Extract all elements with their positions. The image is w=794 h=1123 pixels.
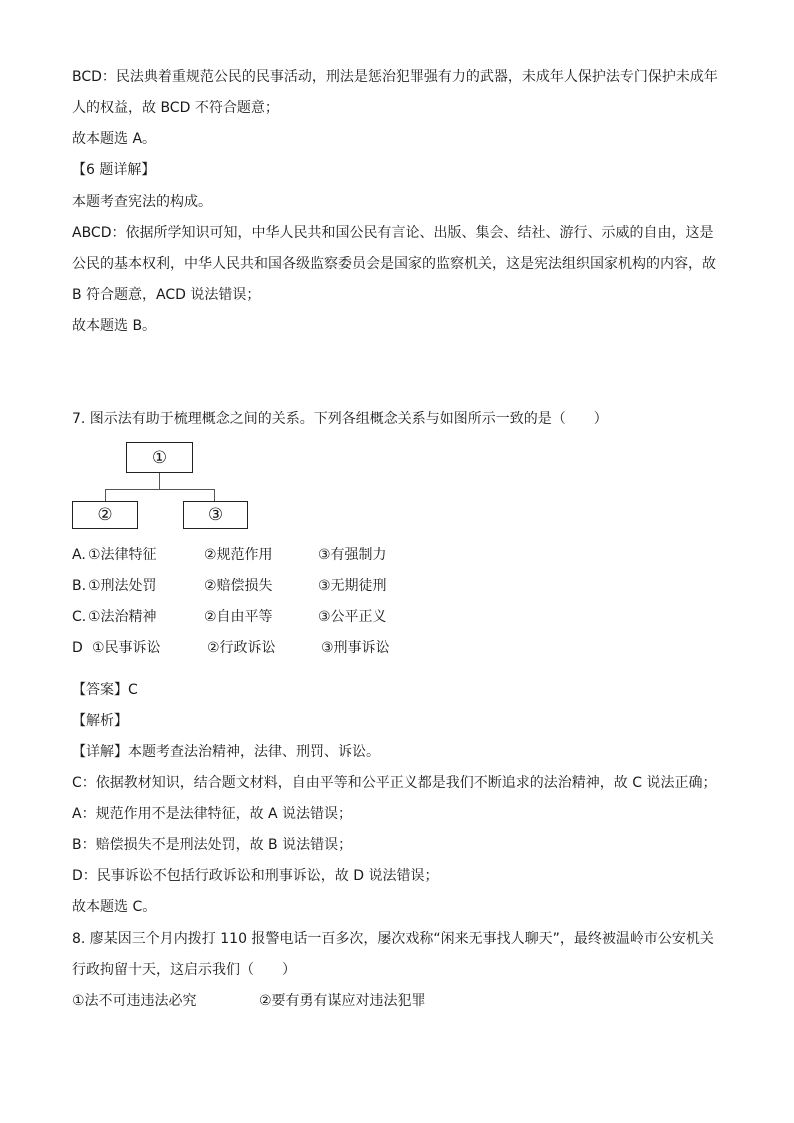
question-8-stem: 8. 廖某因三个月内拨打 110 报警电话一百多次，屡次戏称“闲来无事找人聊天”，最终被温岭市公安机关 — [72, 931, 714, 947]
option-letter: A. — [72, 547, 86, 563]
diagram-connector — [105, 489, 215, 490]
diagram-box-right: ③ — [183, 501, 248, 529]
option-item: ①刑法处罚 — [88, 578, 157, 594]
text-line: 人的权益，故 BCD 不符合题意； — [72, 100, 279, 116]
option-item: ①民事诉讼 — [92, 640, 161, 656]
text-line: 本题考查宪法的构成。 — [72, 194, 212, 210]
text-line: 公民的基本权利，中华人民共和国各级监察委员会是国家的监察机关，这是宪法组织国家机构的内容，故 — [72, 256, 716, 272]
option-item: ③有强制力 — [318, 547, 387, 563]
diagram-connector — [105, 489, 106, 501]
option-item: ①法治精神 — [88, 609, 157, 625]
option-letter: D — [72, 640, 97, 656]
diagram-box-top: ① — [126, 442, 193, 473]
option-item: ②规范作用 — [204, 547, 273, 563]
explanation-line: B：赔偿损失不是刑法处罚，故 B 说法错误； — [72, 837, 353, 853]
explanation-line: 【详解】本题考查法治精神，法律、刑罚、诉讼。 — [72, 744, 380, 760]
answer-label: 【答案】 — [72, 682, 128, 698]
text-line: B 符合题意，ACD 说法错误； — [72, 287, 261, 303]
explanation-line: C：依据教材知识，结合题文材料，自由平等和公平正义都是我们不断追求的法治精神，故 C 说法正确； — [72, 775, 717, 791]
option-letter: B. — [72, 578, 87, 594]
option-item: ①法律特征 — [88, 547, 157, 563]
option-item: ②赔偿损失 — [204, 578, 273, 594]
text-line: ABCD：依据所学知识可知，中华人民共和国公民有言论、出版、集会、结社、游行、示威的自由，这是 — [72, 225, 714, 241]
statement-item: ②要有勇有谋应对违法犯罪 — [259, 993, 426, 1009]
explanation-line: 故本题选 C。 — [72, 899, 157, 915]
statement-item: ①法不可违违法必究 — [72, 993, 197, 1009]
explanation-line: A：规范作用不是法律特征，故 A 说法错误； — [72, 806, 353, 822]
option-letter: C. — [72, 609, 87, 625]
option-item: ③无期徒刑 — [318, 578, 387, 594]
text-line: 故本题选 B。 — [72, 318, 157, 334]
text-line: 故本题选 A。 — [72, 131, 157, 147]
answer-line — [72, 680, 138, 700]
analysis-label: 【解析】 — [72, 713, 128, 729]
diagram-connector — [159, 473, 160, 489]
question-8-stem: 行政拘留十天，这启示我们（ ） — [72, 962, 296, 978]
section-heading: 【6 题详解】 — [72, 162, 156, 178]
question-7-stem: 7. 图示法有助于梳理概念之间的关系。下列各组概念关系与如图所示一致的是（ ） — [72, 411, 608, 427]
option-item: ②自由平等 — [204, 609, 273, 625]
option-item: ③刑事诉讼 — [321, 640, 390, 656]
explanation-line: D：民事诉讼不包括行政诉讼和刑事诉讼，故 D 说法错误； — [72, 868, 439, 884]
text-line: BCD：民法典着重规范公民的民事活动，刑法是惩治犯罪强有力的武器，未成年人保护法专门保护未成年 — [72, 69, 718, 85]
answer-value: C — [128, 682, 138, 698]
diagram-connector — [214, 489, 215, 501]
diagram-box-left: ② — [72, 501, 138, 529]
option-item: ②行政诉讼 — [207, 640, 276, 656]
option-item: ③公平正义 — [318, 609, 387, 625]
